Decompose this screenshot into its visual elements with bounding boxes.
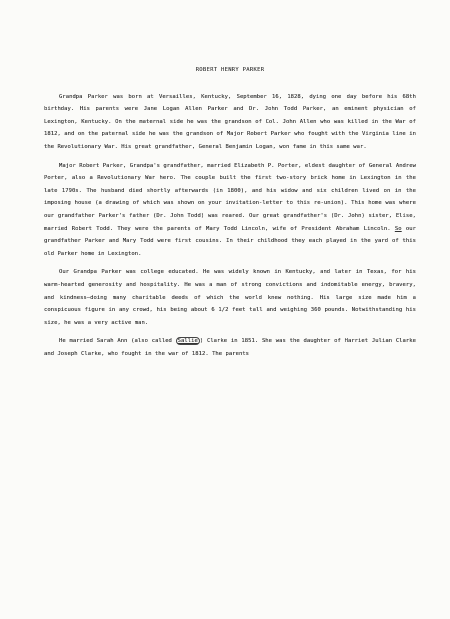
document-body [44, 64, 416, 360]
paragraph-birth: Grandpa Parker was born at Versailles, Kentucky, September 16, 1828, dying one day before his 68th birthday. His parents were Jane Logan Allen Parker and Dr. John Todd Parker, an eminent physician of Lexington, Kentucky. On the maternal side he was the grandson of Col. John Allen who was killed in the War of 1812, and on the paternal side he was the grandson of Major Robert Parker who fought with the Virginia line in the Revolutionary War. His great grandfather, General Benjamin Logan, won fame in this same war. [44, 93, 416, 150]
paragraph-character: Our Grandpa Parker was college educated. He was widely known in Kentucky, and later in Texas, for his warm-hearted generosity and hospitality. He was a man of strong convictions and indomitable energy, bravery, and kindness—doing many charitable deeds of which the world knew nothing. His large size made him a conspicuous figure in any crowd, his being about 6 1/2 feet tall and weighing 360 pounds. Notwithstanding his size, he was a very active man. [44, 269, 416, 326]
document-title: ROBERT HENRY PARKER [195, 67, 265, 73]
paragraph-marriage [44, 335, 416, 360]
paragraph-grandfather-tail: our grandfather Parker and Mary Todd were first cousins. In their childhood they each played in the yard of this old Parker home in Lexington. [44, 225, 416, 257]
paragraph-marriage-end: ) Clarke in 1851. She was the daughter of Harriet Julian Clarke and Joseph Clarke, who fought in the war of 1812. The parents [44, 338, 416, 357]
circled-name: Sallie [177, 338, 198, 345]
paragraph-grandfather [44, 160, 416, 261]
paragraph-marriage-start: He married Sarah Ann (also called [59, 338, 176, 345]
paragraph-grandfather-text: Major Robert Parker, Grandpa's grandfather, married Elizabeth P. Porter, eldest daughter of General Andrew Porter, also a Revolutionary War hero. The couple built the first two-story brick home in Lexington in the late 1790s. The husband died shortly afterwards (in 1800), and his widow and six children lived on in the imposing house (a drawing of which was shown on your invitation-letter to this re-union). This home was where our grandfather Parker's father (Dr. John Todd) was reared. Our great grandfather's (Dr. John) sister, Elise, married Robert Todd. They were the parents of Mary Todd Lincoln, wife of President Abraham Lincoln. [44, 162, 416, 232]
underlined-word: So [394, 225, 402, 232]
